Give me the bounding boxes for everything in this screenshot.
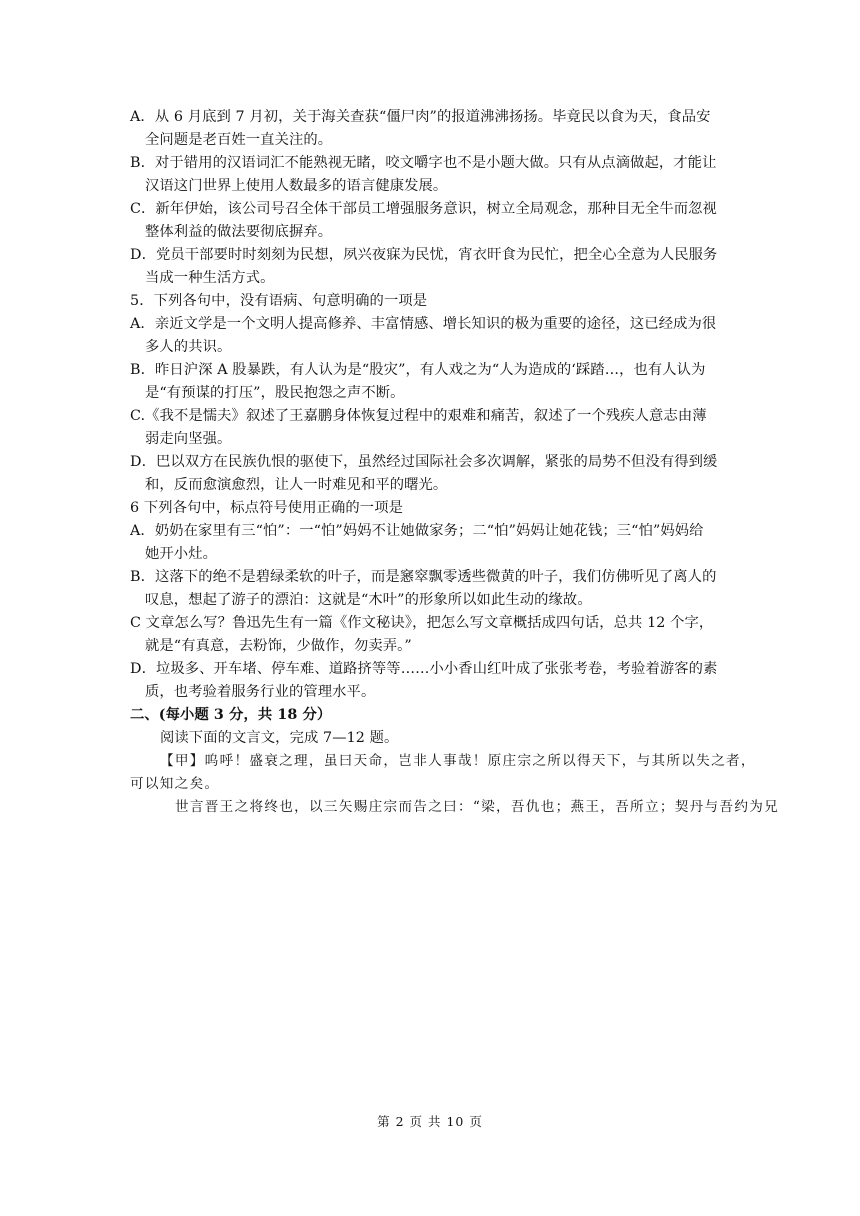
option-c-q6-line2: 就是“有真意，去粉饰，少做作，勿卖弄。” (145, 638, 412, 654)
reading-instruction: 阅读下面的文言文，完成 7—12 题。 (160, 730, 399, 746)
option-c-q4-line1: C．新年伊始，该公司号召全体干部员工增强服务意识，树立全局观念，那种目无全牛而忽视 (130, 201, 717, 217)
option-b-q6-line2: 叹息，想起了游子的漂泊：这就是“木叶”的形象所以如此生动的缘故。 (145, 592, 592, 608)
option-b-q5-line1: B．昨日沪深 A 股暴跌，有人认为是“股灾”，有人戏之为“人为造成的‘踩踏…，也有人认为 (130, 362, 706, 378)
option-d-q6-line1: D．垃圾多、开车堵、停车难、道路挤等等……小小香山红叶成了张张考卷，考验着游客的素 (130, 661, 718, 677)
option-a-q4-line1: A．从 6 月底到 7 月初，关于海关查获“僵尸肉”的报道沸沸扬扬。毕竟民以食为天，食品安 (130, 109, 711, 125)
option-a-q6-line1: A．奶奶在家里有三“怕”：一“怕”妈妈不让她做家务；二“怕”妈妈让她花钱；三“怕”妈妈给 (130, 523, 704, 539)
option-d-q4-line2: 当成一种生活方式。 (145, 270, 275, 286)
option-b-q4-line1: B．对于错用的汉语词汇不能熟视无睹，咬文嚼字也不是小题大做。只有从点滴做起，才能让 (130, 155, 717, 171)
option-a-q5-line1: A．亲近文学是一个文明人提高修养、丰富情感、增长知识的极为重要的途径，这已经成为很 (130, 316, 717, 332)
question-6-stem: 6 下列各句中，标点符号使用正确的一项是 (130, 500, 403, 516)
page-content (130, 106, 779, 819)
option-c-q5-line1: C.《我不是懦夫》叙述了王嘉鹏身体恢复过程中的艰难和痛苦，叙述了一个残疾人意志由薄 (130, 408, 707, 424)
question-5-stem: 5．下列各句中，没有语病、句意明确的一项是 (130, 293, 428, 309)
section-2-heading: 二、(每小题 3 分，共 18 分） (130, 707, 332, 723)
option-d-q5-line2: 和，反而愈演愈烈，让人一时难见和平的曙光。 (145, 477, 448, 493)
option-a-q6-line2: 她开小灶。 (145, 546, 217, 562)
classical-text-jia-line3: 世言晋王之将终也，以三矢赐庄宗而告之曰：“梁，吾仇也；燕王，吾所立；契丹与吾约为兄 (175, 799, 779, 815)
classical-text-jia-line1: 【甲】呜呼！盛衰之理，虽曰天命，岂非人事哉！原庄宗之所以得天下，与其所以失之者， (160, 753, 756, 769)
option-c-q6-line1: C 文章怎么写？鲁迅先生有一篇《作文秘诀》，把怎么写文章概括成四句话，总共 12 个字， (130, 615, 714, 631)
option-d-q6-line2: 质，也考验着服务行业的管理水平。 (145, 684, 376, 700)
option-c-q4-line2: 整体利益的做法要彻底摒弃。 (145, 224, 333, 240)
option-d-q4-line1: D．党员干部要时时刻刻为民想，夙兴夜寐为民忧，宵衣旰食为民忙，把全心全意为人民服务 (130, 247, 718, 263)
classical-text-jia-line2: 可以知之矣。 (130, 776, 220, 792)
option-d-q5-line1: D．巴以双方在民族仇恨的驱使下，虽然经过国际社会多次调解，紧张的局势不但没有得到缓 (130, 454, 718, 470)
option-a-q5-line2: 多人的共识。 (145, 339, 232, 355)
option-b-q6-line1: B．这落下的绝不是碧绿柔软的叶子，而是窸窣飘零透些微黄的叶子，我们仿佛听见了离人的 (130, 569, 717, 585)
option-b-q5-line2: 是“有预谋的打压”，股民抱怨之声不断。 (145, 385, 405, 401)
option-a-q4-line2: 全问题是老百姓一直关注的。 (145, 132, 333, 148)
option-b-q4-line2: 汉语这门世界上使用人数最多的语言健康发展。 (145, 178, 448, 194)
page-number-footer: 第 2 页 共 10 页 (377, 1114, 483, 1129)
option-c-q5-line2: 弱走向坚强。 (145, 431, 232, 447)
